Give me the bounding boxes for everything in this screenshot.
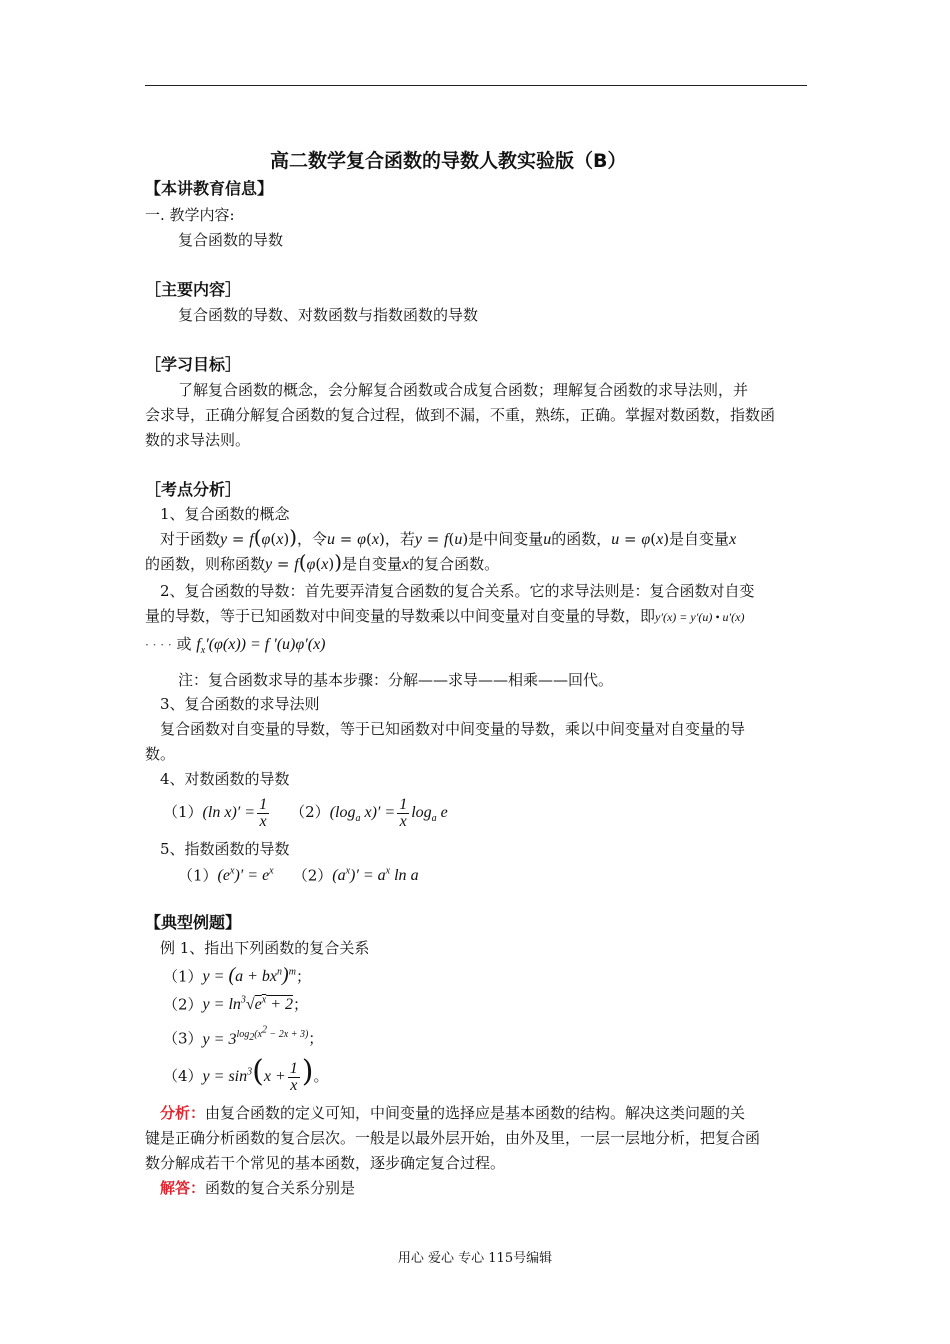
point2-line3: · · · · 或 $f_x'(\varphi(x)) = f$ ′(u)φ′(x) <box>145 635 326 657</box>
goal-line: 了解复合函数的概念，会分解复合函数或合成复合函数；理解复合函数的求导法则，并 <box>178 381 749 399</box>
goal-heading: ［学习目标］ <box>145 355 242 374</box>
log-derivative-formulas: （1）(ln x)′ = $\frac{1}{x}$ $(2)(\log_a$ x)′ = $\frac{1}{x}$ $\log_a e$ <box>163 795 448 830</box>
page-title: 高二数学复合函数的导数人教实验版（B） <box>270 150 627 172</box>
analysis-label: 分析： <box>160 1104 206 1122</box>
main-content-heading: ［主要内容］ <box>145 280 242 299</box>
analysis-line2: 键是正确分析函数的复合层次。一般是以最外层开始，由外及里，一层一层地分析，把复合函 <box>145 1129 761 1147</box>
analysis-line1: 分析：由复合函数的定义可知，中间变量的选择应是基本函数的结构。解决这类问题的关 <box>160 1104 746 1122</box>
example1-item3: $(3)y = 3^{log_2(x^2 - 2x + 3)}$； <box>163 1025 324 1048</box>
example1-item1: $(1)y = (a + bx^n)^m$； <box>163 964 311 987</box>
section-info-heading: 【本讲教育信息】 <box>145 179 274 198</box>
answer-label: 解答： <box>160 1179 206 1197</box>
point3-line1: 复合函数对自变量的导数，等于已知函数对中间变量的导数，乘以中间变量对自变量的导 <box>160 720 746 738</box>
page-footer: 用心 爱心 专心 115号编辑 <box>397 1251 553 1266</box>
note-text: 注：复合函数求导的基本步骤：分解——求导——相乘——回代。 <box>178 671 614 689</box>
header-rule <box>145 85 807 86</box>
point1-heading: 1、复合函数的概念 <box>160 505 290 523</box>
point2-line1: 2、复合函数的导数：首先要弄清复合函数的复合关系。它的求导法则是：复合函数对自变 <box>160 582 755 600</box>
exp-derivative-formulas: $(1)(e^x)' = e^x$ $(2)(a^x)' = a^x$ ln a <box>178 866 419 885</box>
main-content-text: 复合函数的导数、对数函数与指数函数的导数 <box>178 306 479 324</box>
examples-heading: 【典型例题】 <box>145 913 242 932</box>
point3-line2: 数。 <box>145 745 176 763</box>
example1-item2: $(2)y = \ln^3√e^x + 2$； <box>163 995 309 1014</box>
point3-heading: 3、复合函数的求导法则 <box>160 695 320 713</box>
point1-line1: 对于函数y = f(φ(x))，令u = φ(x)，若y = f(u)是中间变量u的函数，u = φ(x)是自变量x <box>160 525 737 549</box>
point1-line2: 的函数，则称函数y = f(φ(x))是自变量x的复合函数。 <box>145 550 500 574</box>
goal-line: 数的求导法则。 <box>145 431 251 449</box>
analysis-line3: 数分解成若干个常见的基本函数，逐步确定复合过程。 <box>145 1154 506 1172</box>
example1-item4: $(4)y = \sin^3(x$ + $\frac{1}{x}$ )。 <box>163 1054 329 1094</box>
answer-line: 解答：函数的复合关系分别是 <box>160 1179 356 1197</box>
point5-heading: 5、指数函数的导数 <box>160 840 290 858</box>
content-text: 复合函数的导数 <box>178 231 284 249</box>
point2-line2: 量的导数，等于已知函数对中间变量的导数乘以中间变量对自变量的导数，即y′(x) = y′(u) • u′(x) <box>145 607 745 625</box>
content-label: 一. 教学内容: <box>145 206 235 224</box>
example1-heading: 例 1、指出下列函数的复合关系 <box>160 939 370 957</box>
goal-line: 会求导，正确分解复合函数的复合过程，做到不漏，不重，熟练，正确。掌握对数函数，指数函 <box>145 406 776 424</box>
exam-analysis-heading: ［考点分析］ <box>145 480 242 499</box>
point4-heading: 4、对数函数的导数 <box>160 770 290 788</box>
